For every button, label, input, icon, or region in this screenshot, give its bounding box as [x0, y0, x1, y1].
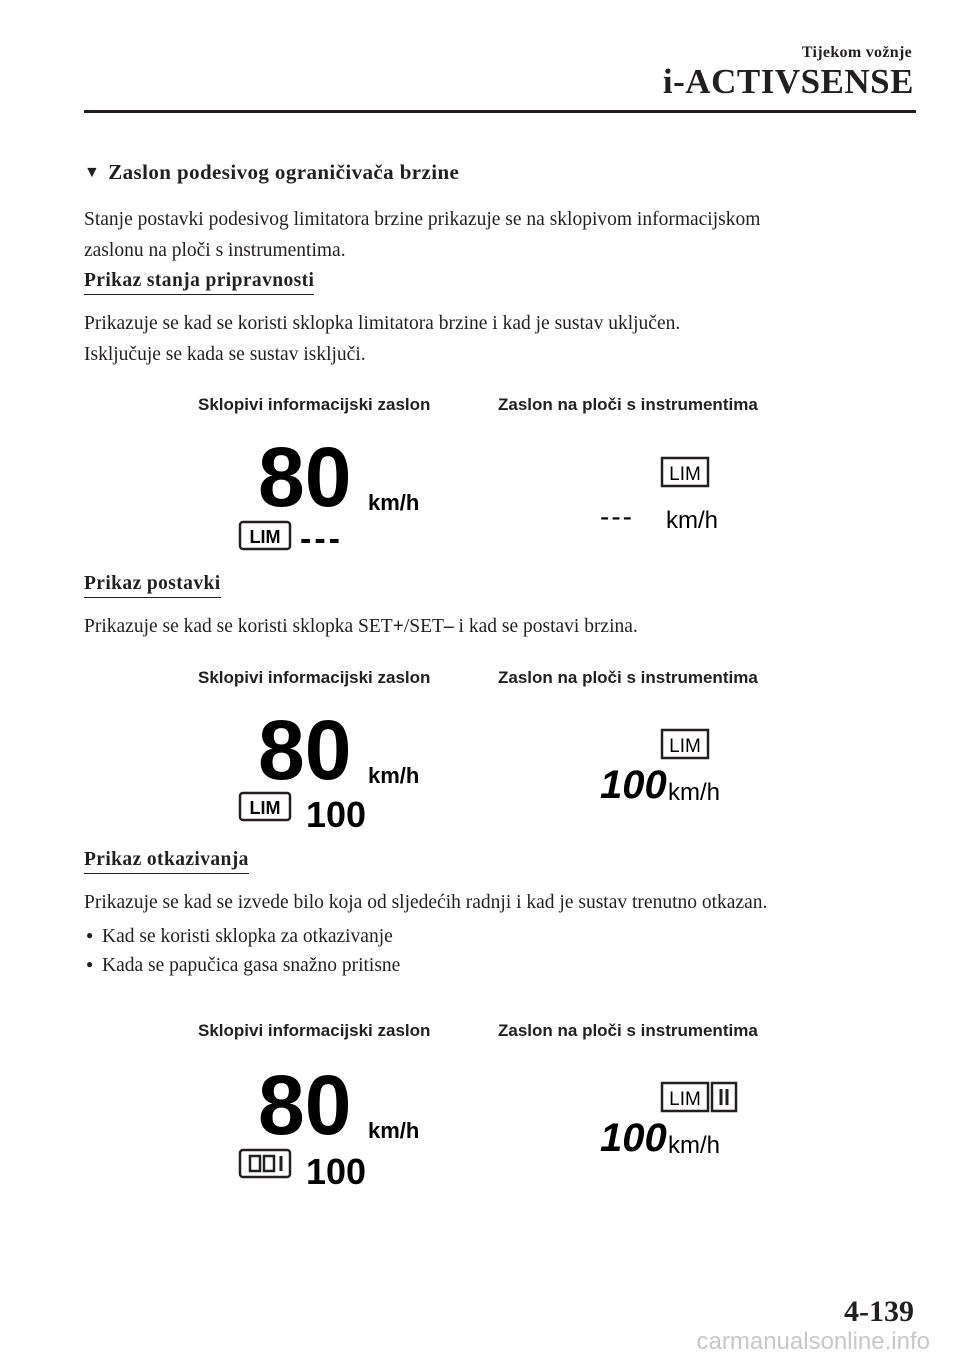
hud-cancel-display	[236, 1068, 436, 1188]
minus-icon: –	[443, 616, 454, 637]
cluster-set-speed: 100	[600, 763, 667, 807]
hud-speed: 80	[258, 440, 352, 524]
cluster-lim-label: LIM	[669, 736, 701, 757]
lim-cancel-icon	[240, 1150, 290, 1177]
hud-dashes: ---	[300, 520, 343, 552]
cluster-dashes: ---	[600, 501, 634, 532]
standby-paragraph: Prikazuje se kad se koristi sklopka limitatora brzine i kad je sustav uključen. Isključuje se kada se sustav isključi.	[84, 313, 681, 365]
caption-left-2: Sklopivi informacijski zaslon	[198, 668, 431, 687]
cancel-heading: Prikaz otkazivanja	[84, 849, 249, 874]
intro-paragraph: Stanje postavki podesivog limitatora brzine prikazuje se na sklopivom informacijskom zaslonu na ploči s instrumentima.	[84, 209, 761, 261]
setting-heading: Prikaz postavki	[84, 573, 221, 598]
hud-lim-label: LIM	[249, 798, 281, 818]
plus-icon: +	[392, 616, 404, 637]
cluster-setting-display	[570, 722, 770, 812]
caption-right-2: Zaslon na ploči s instrumentima	[498, 668, 758, 687]
cluster-standby-display	[570, 450, 770, 540]
setting-paragraph: Prikazuje se kad se koristi sklopka SET+/SET– i kad se postavi brzina.	[84, 616, 638, 637]
triangle-icon: ▼	[84, 164, 101, 181]
page-number: 4-139	[844, 1295, 914, 1328]
header-rule	[84, 110, 916, 113]
cluster-lim-label: LIM	[669, 1089, 701, 1110]
caption-left-1: Sklopivi informacijski zaslon	[198, 395, 431, 414]
hud-lim-label: LIM	[249, 527, 281, 547]
list-item: ● Kad se koristi sklopka za otkazivanje	[86, 926, 393, 947]
list-item: ● Kada se papučica gasa snažno pritisne	[86, 955, 401, 976]
standby-heading: Prikaz stanja pripravnosti	[84, 270, 314, 295]
hud-set-speed: 100	[306, 1151, 367, 1188]
hud-unit: km/h	[368, 1118, 420, 1143]
header-chapter: i-ACTIVSENSE	[662, 62, 914, 101]
section-title: ▼ Zaslon podesivog ograničivača brzine	[84, 160, 460, 184]
hud-unit: km/h	[368, 490, 420, 515]
hud-setting-display	[236, 713, 436, 831]
cancel-paragraph: Prikazuje se kad se izvede bilo koja od sljedećih radnji i kad je sustav trenutno otkazan.	[84, 892, 768, 913]
cluster-lim-label: LIM	[669, 464, 701, 485]
caption-left-3: Sklopivi informacijski zaslon	[198, 1021, 431, 1040]
cancel-indicator-icon	[712, 1083, 736, 1111]
cluster-unit: km/h	[666, 507, 719, 534]
hud-speed: 80	[258, 713, 352, 797]
cluster-unit: km/h	[668, 1132, 721, 1159]
header-section: Tijekom vožnje	[801, 44, 912, 61]
hud-standby-display	[236, 440, 436, 552]
cluster-unit: km/h	[668, 779, 721, 806]
caption-right-1: Zaslon na ploči s instrumentima	[498, 395, 758, 414]
hud-speed: 80	[258, 1068, 352, 1152]
footer-watermark: carmanualsonline.info	[696, 1328, 930, 1355]
hud-set-speed: 100	[306, 794, 367, 831]
cluster-set-speed: 100	[600, 1116, 667, 1160]
cluster-cancel-display	[570, 1075, 770, 1165]
hud-unit: km/h	[368, 763, 420, 788]
caption-right-3: Zaslon na ploči s instrumentima	[498, 1021, 758, 1040]
